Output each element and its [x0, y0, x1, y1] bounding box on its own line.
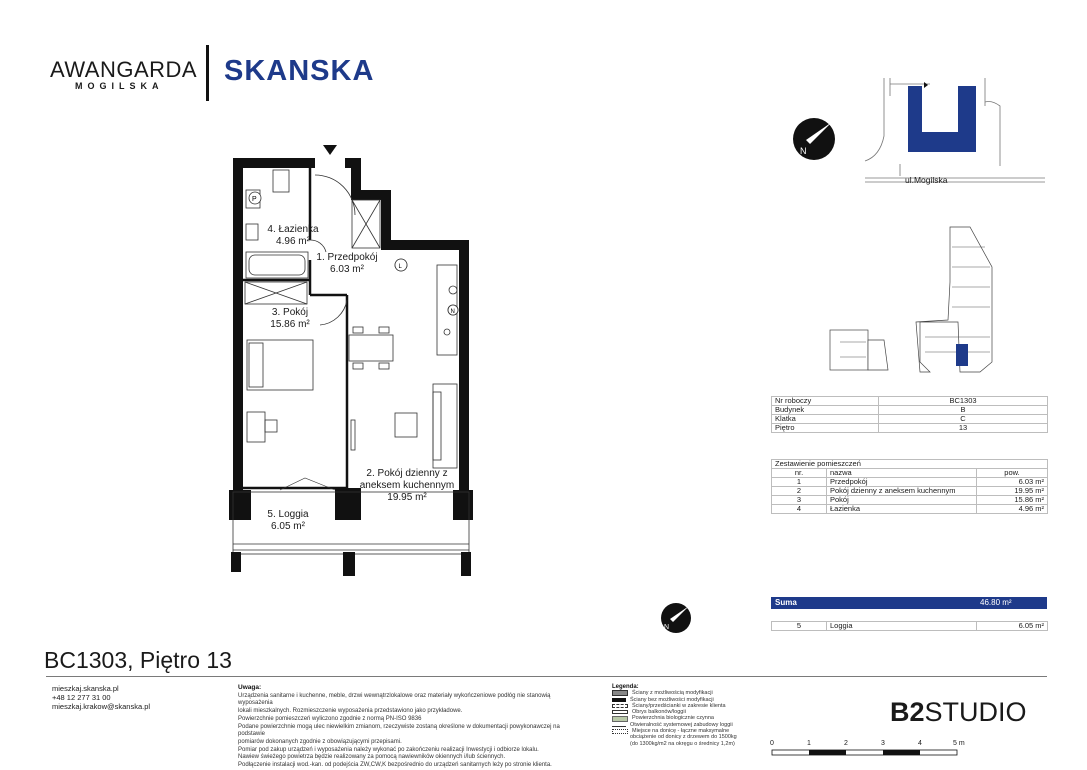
scale-label: 3 — [881, 740, 885, 747]
legend-label: Otwieralność systemowej zabudowy loggii — [630, 721, 733, 728]
sum-row — [771, 597, 1047, 609]
site-map — [860, 76, 1050, 188]
loggia-table — [771, 621, 1048, 631]
legend-swatch-icon — [612, 723, 626, 727]
room-name: Przedpokój — [827, 478, 977, 487]
notes-line: Urządzenia sanitarne i kuchenne, meble, drzwi wewnątrzlokalowe oraz materiały wykończeniowe podłóg nie stanowią wyposażenia — [238, 692, 551, 707]
contact-phone[interactable]: +48 12 277 31 00 — [52, 693, 111, 702]
legend-swatch-icon — [612, 710, 628, 714]
legend-swatch-icon — [612, 729, 628, 734]
divider — [46, 676, 1047, 677]
entrance-arrow-icon — [323, 145, 337, 155]
info-label: Nr roboczy — [772, 397, 879, 406]
loggia-name: Loggia — [827, 622, 977, 631]
legend-swatch-icon — [612, 716, 628, 722]
room-label-pokoj-dzienny — [352, 468, 462, 504]
compass-letter: N — [800, 146, 807, 156]
info-label: Piętro — [772, 424, 879, 433]
room-nr: 2 — [772, 487, 827, 496]
room-name: 1. Przedpokój — [316, 252, 378, 263]
brand-divider — [206, 45, 209, 101]
rooms-table — [771, 459, 1048, 514]
sum-value: 46.80 m² — [980, 598, 1012, 607]
room-label-loggia — [253, 509, 323, 533]
table-row — [772, 406, 1048, 415]
notes-block — [238, 684, 583, 770]
notes-line: Podane powierzchnie mogą ulec niewielkim zmianom, rzeczywiste zostaną określone w dokumentacji powykonawczej na podstawie — [238, 723, 560, 738]
skanska-logo: SKANSKA — [224, 55, 375, 87]
scale-label: 5 m — [953, 740, 965, 747]
room-area: 19.95 m² — [977, 487, 1048, 496]
table-row — [772, 622, 1048, 631]
compass-letter: N — [664, 624, 670, 631]
b2-bold: B2 — [890, 697, 925, 727]
room-area: 19.95 m² — [387, 492, 427, 503]
info-value: C — [879, 415, 1048, 424]
table-row — [772, 397, 1048, 406]
info-label: Klatka — [772, 415, 879, 424]
col-header-name: nazwa — [827, 469, 977, 478]
legend-label: Miejsce na donicę - łączne maksymalne — [632, 728, 730, 735]
legend-label: (do 1300kg/m2 na okręgu o średnicy 1,2m) — [630, 740, 735, 747]
room-name: 4. Łazienka — [267, 224, 319, 235]
room-nr: 3 — [772, 496, 827, 505]
room-area: 6.05 m² — [271, 521, 305, 532]
notes-line: pomiarów dokonanych zgodnie z obowiązującymi przepisami. — [238, 738, 402, 745]
table-row — [772, 415, 1048, 424]
compass-small-icon — [656, 600, 696, 636]
brand-awangarda: AWANGARDA — [50, 57, 198, 82]
notes-line: Nawiew świeżego powietrza będzie realizowany za pomocą nawiewników okiennych i/lub ściennych. — [238, 754, 506, 761]
room-area: 15.86 m² — [977, 496, 1048, 505]
notes-line: Powierzchnie pomieszczeń wyliczono zgodnie z normą PN-ISO 9836 — [238, 715, 422, 722]
room-area: 4.96 m² — [977, 505, 1048, 514]
legend-label: Powierzchnia biologicznie czynna — [632, 715, 714, 722]
room-area: 15.86 m² — [270, 319, 310, 330]
col-header-nr: nr. — [772, 469, 827, 478]
building-key-plan — [820, 222, 1048, 377]
contact-block — [52, 684, 150, 711]
rooms-table-title: Zestawienie pomieszczeń — [772, 460, 1048, 469]
scale-label: 1 — [807, 740, 811, 747]
room-name: Pokój — [827, 496, 977, 505]
legend-title: Legenda: — [612, 684, 639, 690]
room-label-pokoj — [255, 307, 325, 331]
legend-swatch-icon — [612, 704, 628, 708]
room-area: 6.03 m² — [330, 264, 364, 275]
scale-bar — [770, 748, 970, 758]
table-row — [772, 496, 1048, 505]
compass-icon — [786, 114, 842, 164]
contact-web[interactable]: mieszkaj.skanska.pl — [52, 684, 119, 693]
contact-email[interactable]: mieszkaj.krakow@skanska.pl — [52, 702, 151, 711]
info-label: Budynek — [772, 406, 879, 415]
legend-swatch-icon — [612, 698, 626, 702]
table-header-row — [772, 469, 1048, 478]
b2studio-logo — [890, 697, 1027, 728]
col-header-area: pow. — [977, 469, 1048, 478]
legend-block — [612, 684, 762, 747]
room-name: 5. Loggia — [267, 509, 309, 520]
notes-title: Uwaga: — [238, 684, 262, 691]
room-label-przedpokoj — [312, 252, 382, 276]
notes-line: Podłączenie instalacji wod.-kan. od podejścia ZW,CW,K bezpośrednio do urządzeń sanitarnych leży po stronie klienta. — [238, 762, 552, 769]
room-nr: 4 — [772, 505, 827, 514]
room-name: Łazienka — [827, 505, 977, 514]
room-name: 3. Pokój — [271, 307, 309, 318]
unit-title: BC1303, Piętro 13 — [44, 647, 232, 673]
notes-line: Pomiar pod zakup urządzeń i wyposażenia należy wykonać po zakończeniu realizacji Inwestycji i odbiorze lokalu. — [238, 746, 539, 753]
room-label-lazienka — [258, 224, 328, 248]
info-value: B — [879, 406, 1048, 415]
legend-label: obciążenie od donicy z drzewem do 1500kg — [630, 734, 737, 741]
info-value: BC1303 — [879, 397, 1048, 406]
legend-label: Ściany z możliwością modyfikacji — [632, 690, 713, 697]
scale-label: 4 — [918, 740, 922, 747]
table-row — [772, 424, 1048, 433]
legend-label: Ściany/przedścianki w zakresie klienta — [632, 702, 726, 709]
room-area: 6.03 m² — [977, 478, 1048, 487]
info-table — [771, 396, 1048, 433]
legend-label: Obrys balkonów/loggii — [632, 709, 686, 716]
street-label: ul.Mogilska — [905, 175, 948, 185]
legend-label: Ściany bez możliwości modyfikacji — [630, 696, 714, 703]
room-nr: 1 — [772, 478, 827, 487]
legend-swatch-icon — [612, 690, 628, 696]
svg-text:P: P — [252, 196, 257, 203]
scale-label: 0 — [770, 740, 774, 747]
svg-text:L: L — [398, 264, 402, 270]
room-name-line2: aneksem kuchennym — [359, 480, 455, 491]
loggia-area: 6.05 m² — [977, 622, 1048, 631]
room-name: Pokój dzienny z aneksem kuchennym — [827, 487, 977, 496]
room-area: 4.96 m² — [276, 236, 310, 247]
sum-label: Suma — [775, 598, 797, 607]
table-row — [772, 505, 1048, 514]
table-row — [772, 487, 1048, 496]
info-value: 13 — [879, 424, 1048, 433]
notes-line: lokali mieszkalnych. Rozmieszczenie wyposażenia przedstawiono jako przykładowe. — [238, 708, 463, 715]
loggia-nr: 5 — [772, 622, 827, 631]
svg-text:N: N — [450, 309, 455, 315]
studio-text: STUDIO — [924, 697, 1027, 727]
scale-label: 2 — [844, 740, 848, 747]
brand-mogilska: MOGILSKA — [75, 81, 164, 91]
room-name: 2. Pokój dzienny z — [366, 468, 448, 479]
